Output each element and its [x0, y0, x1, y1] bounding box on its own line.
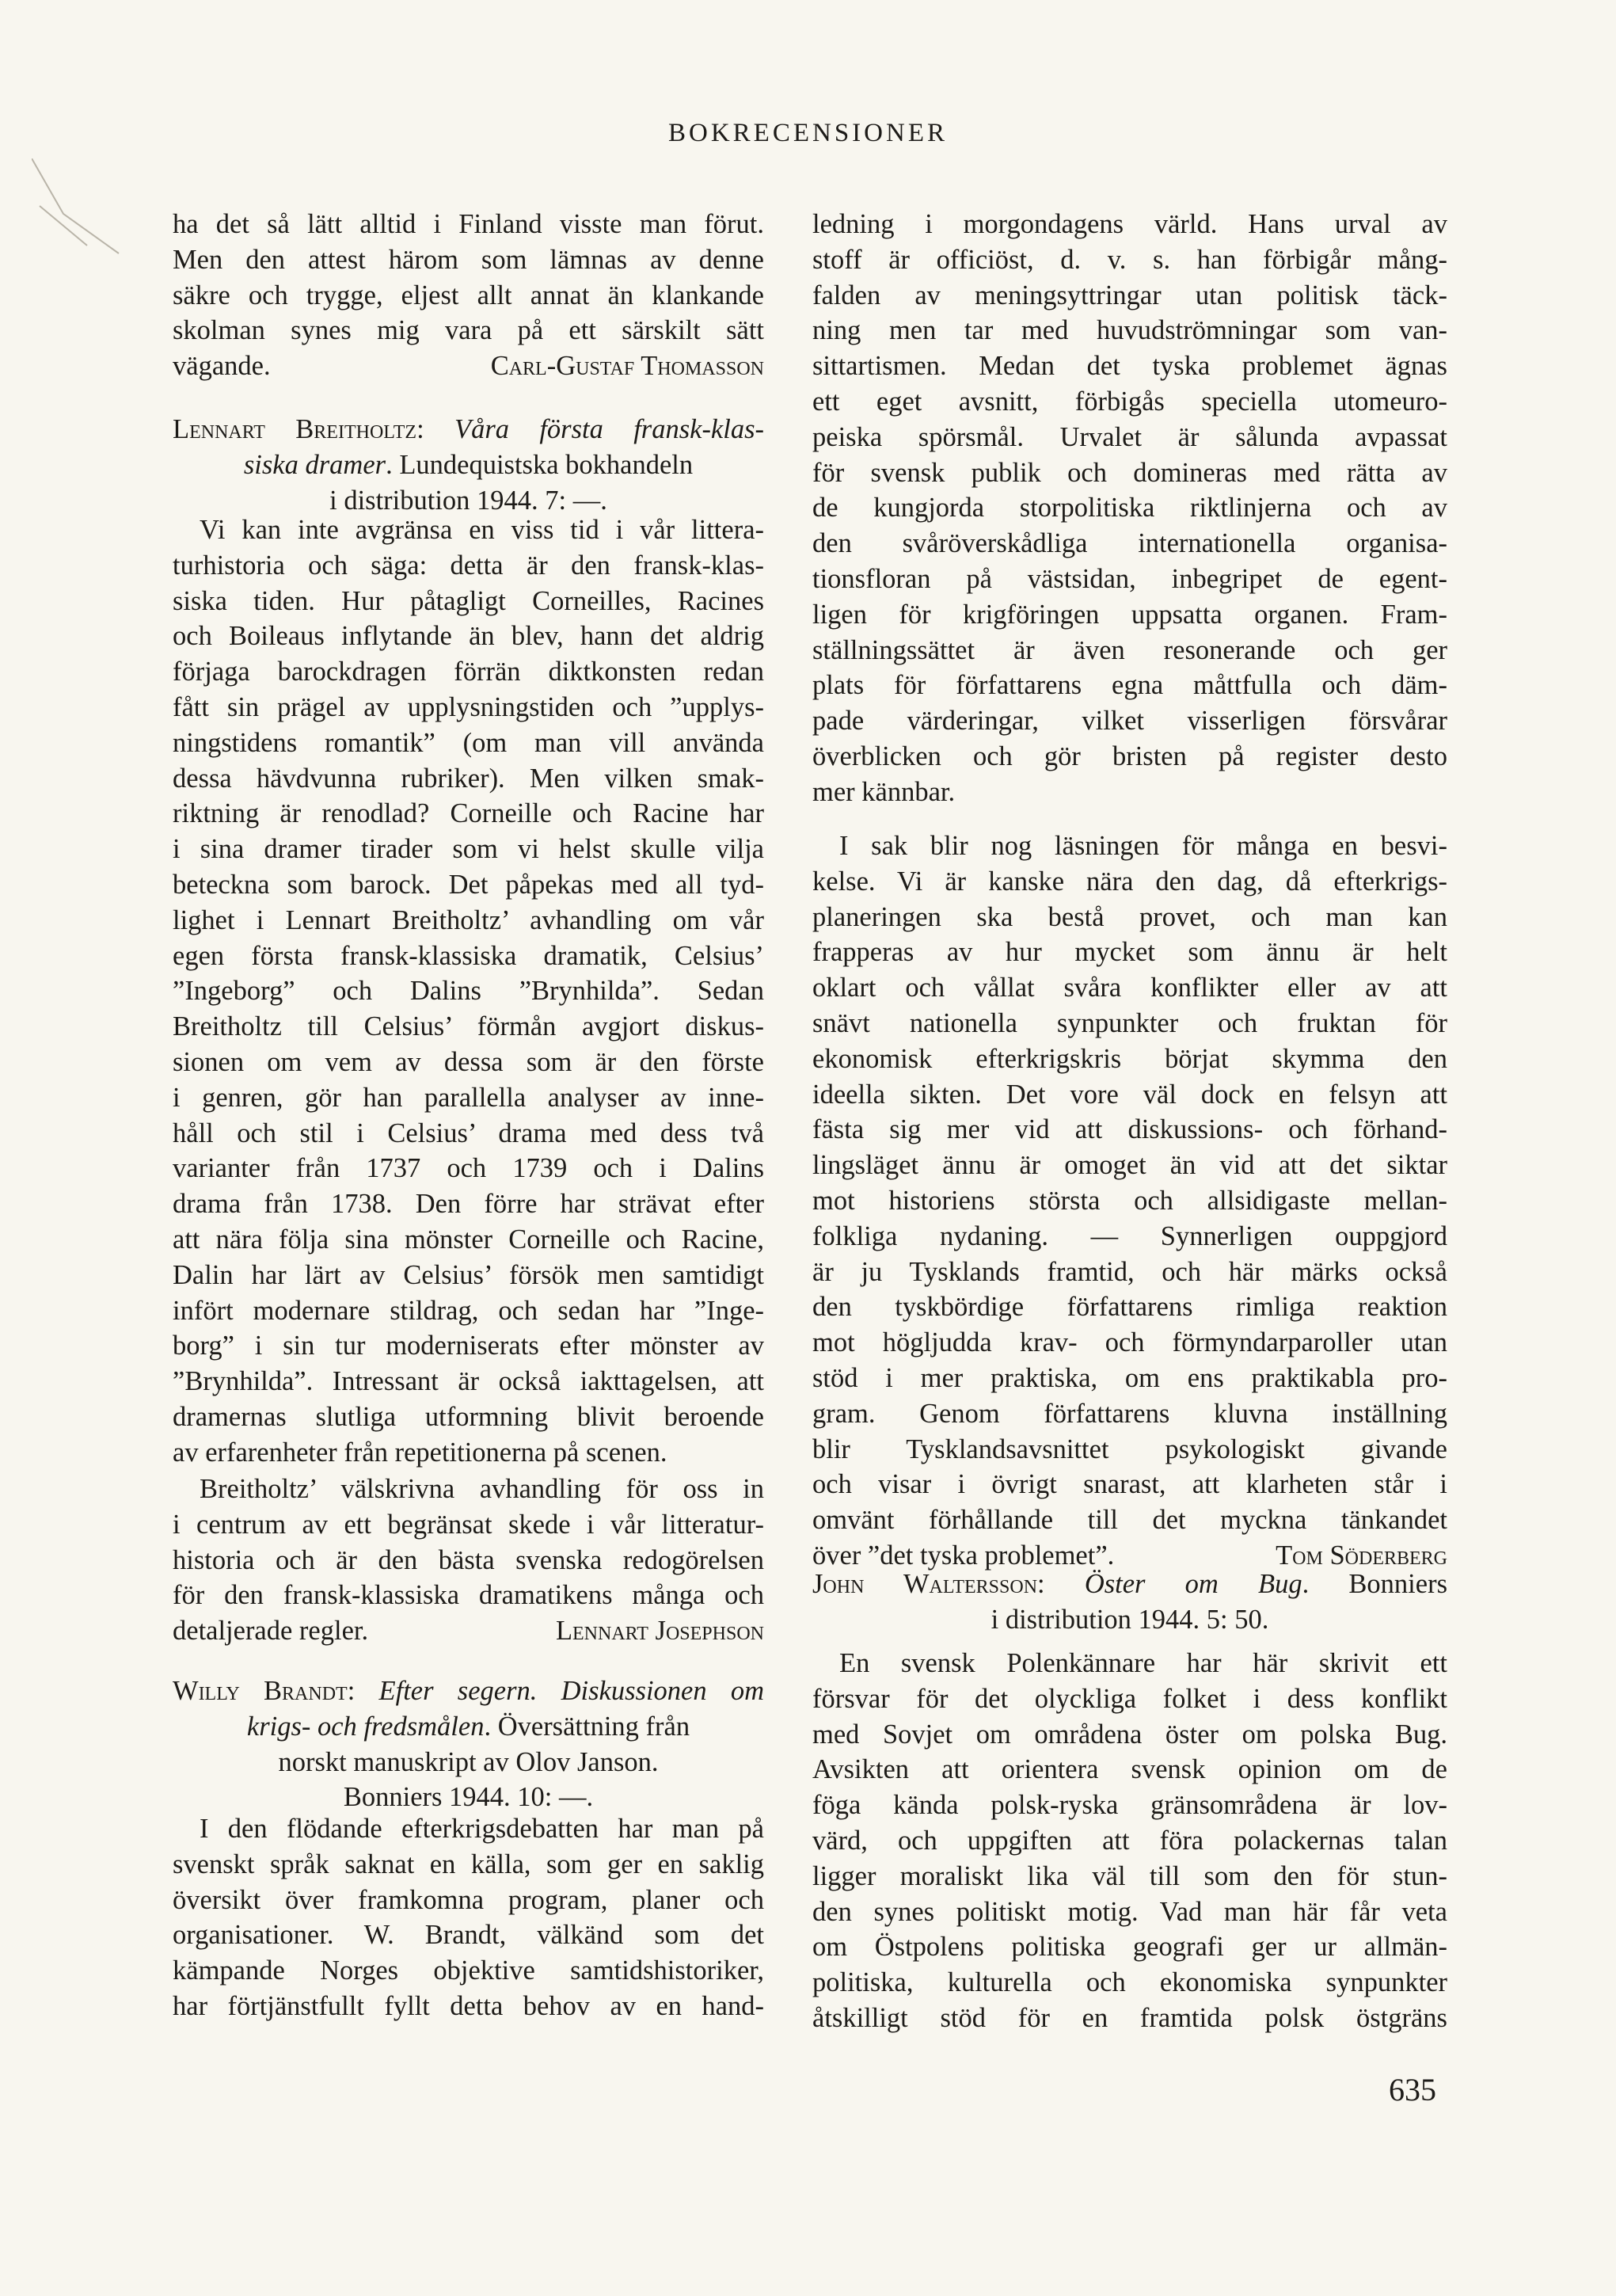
- text-line: ligger moraliskt lika väl till som den för stun-: [812, 1860, 1447, 1891]
- book-title: Efter segern. Diskussionen om: [378, 1676, 764, 1706]
- review-body-brandt: [173, 1811, 764, 2024]
- text-line: överblicken och gör bristen på register desto: [812, 741, 1447, 771]
- text-line: beteckna som barock. Det påpekas med all tyd-: [173, 869, 764, 900]
- text-line: planeringen ska bestå provet, och man kan: [812, 901, 1447, 932]
- author-name: Willy Brandt:: [173, 1676, 379, 1706]
- heading-line: [173, 1745, 764, 1780]
- heading-line: [173, 1673, 764, 1709]
- reviewer-signature: Carl-Gustaf Thomasson: [490, 351, 764, 382]
- text-line: Dalin har lärt av Celsius’ försök men samtidigt: [173, 1259, 764, 1290]
- heading-line: [173, 412, 764, 447]
- text-line: av erfarenheter från repetitionerna på scenen.: [173, 1437, 667, 1468]
- text-line: försvar för det olyckliga folket i dess konflikt: [812, 1683, 1447, 1714]
- text-line: i centrum av ett begränsat skede i vår litteratur-: [173, 1509, 764, 1540]
- publication-info: Bonniers 1944. 10: —.: [343, 1782, 594, 1813]
- text-line: den tyskbördige författarens rimliga reaktion: [812, 1292, 1447, 1323]
- review-heading-breitholtz: [173, 412, 764, 518]
- text-line: snävt nationella synpunkter och fruktan för: [812, 1007, 1447, 1038]
- publication-info: norskt manuskript av Olov Janson.: [278, 1746, 659, 1777]
- author-name: John Waltersson:: [812, 1569, 1085, 1599]
- text-line: borg” i sin tur moderniserats efter mönster av: [173, 1331, 764, 1361]
- book-title: krigs- och fredsmålen: [246, 1711, 485, 1742]
- text-line: [173, 1613, 764, 1649]
- text-line: omvänt förhållande till det myckna tänkandet: [812, 1505, 1447, 1536]
- text-fragment: vägande.: [173, 351, 271, 382]
- text-line: egen första fransk-klassiska dramatik, Celsius’: [173, 940, 764, 971]
- text-line: Breitholtz’ välskrivna avhandling för oss in: [200, 1474, 764, 1504]
- text-fragment: över ”det tyska problemet”.: [812, 1540, 1115, 1571]
- text-line: I sak blir nog läsningen för många en besvi-: [839, 831, 1447, 861]
- publication-info: i distribution 1944. 7: —.: [329, 485, 607, 516]
- text-line: är ju Tysklands framtid, och här märks också: [812, 1256, 1447, 1287]
- text-line: lingsläget ännu är omoget än vid att det siktar: [812, 1150, 1447, 1181]
- text-line: den synes politiskt motig. Vad man här får veta: [812, 1896, 1447, 1927]
- text-line: peiska spörsmål. Urvalet är sålunda avpassat: [812, 421, 1447, 452]
- book-title: siska dramer: [243, 449, 386, 480]
- text-line: I den flödande efterkrigsdebatten har man på: [200, 1814, 764, 1844]
- text-line: förjaga barockdragen förrän diktkonsten redan: [173, 657, 764, 687]
- book-title: Öster om Bug: [1084, 1569, 1302, 1599]
- text-line: Avsikten att orientera svensk opinion om de: [812, 1754, 1447, 1785]
- text-line: Vi kan inte avgränsa en viss tid i vår littera-: [200, 515, 764, 545]
- text-line: och Boileaus inflytande än blev, hann det aldrig: [173, 621, 764, 652]
- text-line: tionsfloran på västsidan, inbegripet de egent-: [812, 563, 1447, 594]
- running-head: BOKRECENSIONER: [667, 119, 949, 147]
- reviewer-signature: Lennart Josephson: [555, 1616, 764, 1647]
- text-line: svenskt språk saknat en källa, som ger en saklig: [173, 1849, 764, 1879]
- text-line: politiska, kulturella och ekonomiska synpunkter: [812, 1967, 1447, 1998]
- review-body-breitholtz: [173, 512, 764, 1471]
- text-line: stöd i mer praktiska, om ens praktikabla pro-: [812, 1362, 1447, 1393]
- heading-line: [173, 1780, 764, 1815]
- text-line: siska tiden. Hur påtagligt Corneilles, Racines: [173, 585, 764, 616]
- text-line: dessa hävdvunna rubriker). Men vilken smak-: [173, 763, 764, 794]
- review-heading-waltersson: [812, 1567, 1447, 1638]
- text-line: om Östpolens politiska geografi ger ur allmän-: [812, 1932, 1447, 1963]
- text-line: åtskilligt stöd för en framtida polsk östgräns: [812, 2002, 1447, 2033]
- text-line: översikt över framkomna program, planer och: [173, 1884, 764, 1915]
- text-line: ha det så lätt alltid i Finland visste man förut.: [173, 209, 764, 239]
- text-line: riktning är renodlad? Corneille och Racine har: [173, 798, 764, 829]
- text-line: att nära följa sina mönster Corneille och Racine,: [173, 1224, 764, 1255]
- text-line: ”Ingeborg” och Dalins ”Brynhilda”. Sedan: [173, 976, 764, 1007]
- review-body-brandt-cont: [812, 207, 1447, 810]
- text-line: fästa sig mer vid att diskussions- och förhand-: [812, 1114, 1447, 1145]
- review-body-breitholtz-2: [173, 1472, 764, 1649]
- review-body-waltersson: [812, 1646, 1447, 2036]
- text-line: Men den attest härom som lämnas av denne: [173, 244, 764, 275]
- text-line: oklart och vållat svåra konflikter eller av att: [812, 973, 1447, 1003]
- text-line: frapperas av hur mycket som ännu är helt: [812, 937, 1447, 968]
- text-line: och visar i övrigt snarast, att klarheten står i: [812, 1469, 1447, 1500]
- text-line: sionen om vem av dessa som är den förste: [173, 1046, 764, 1077]
- heading-line: [812, 1602, 1447, 1638]
- page-number: 635: [1389, 2072, 1436, 2108]
- publication-info: . Översättning från: [484, 1711, 690, 1742]
- text-line: för svensk publik och domineras med rätta av: [812, 457, 1447, 488]
- text-line: ningstidens romantik” (om man vill använda: [173, 727, 764, 758]
- text-line: håll och stil i Celsius’ drama med dess två: [173, 1118, 764, 1148]
- text-line: i sina dramer tirader som vi helst skulle vilja: [173, 834, 764, 865]
- heading-line: [173, 1709, 764, 1745]
- author-name: Lennart Breitholtz:: [173, 414, 454, 444]
- text-line: skolman synes mig vara på ett särskilt sätt: [173, 315, 764, 346]
- text-line: varianter från 1737 och 1739 och i Dalins: [173, 1153, 764, 1184]
- text-line: Breitholtz till Celsius’ förmån avgjort diskus-: [173, 1011, 764, 1042]
- heading-line: [173, 447, 764, 483]
- text-line: ligen för krigföringen uppsatta organen. Fram-: [812, 599, 1447, 630]
- text-line: sittartismen. Medan det tyska problemet ägnas: [812, 351, 1447, 382]
- text-line: ställningssättet är även resonerande och ger: [812, 634, 1447, 665]
- text-line: ning men tar med huvudströmningar som van-: [812, 315, 1447, 346]
- text-line: fått sin prägel av upplysningstiden och ”upplys-: [173, 691, 764, 722]
- publication-info: . Lundequistska bokhandeln: [386, 449, 694, 480]
- text-line: värd, och uppgiften att föra polackernas talan: [812, 1825, 1447, 1856]
- text-line: pade värderingar, vilket visserligen försvårar: [812, 706, 1447, 737]
- text-line: med Sovjet om områdena öster om polska Bug.: [812, 1719, 1447, 1750]
- text-line: turhistoria och säga: detta är den fransk-klas-: [173, 550, 764, 581]
- text-line: plats för författarens egna måttfulla och däm-: [812, 670, 1447, 701]
- review-body-brandt-2: [812, 828, 1447, 1574]
- text-line: kämpande Norges objektive samtidshistoriker,: [173, 1955, 764, 1986]
- paper-crease-mark: [32, 158, 127, 277]
- text-line: infört modernare stildrag, och sedan har ”Inge-: [173, 1295, 764, 1326]
- text-line: dramernas slutliga utformning blivit beroende: [173, 1401, 764, 1432]
- text-line: gram. Genom författarens kluvna inställning: [812, 1398, 1447, 1429]
- text-line: ledning i morgondagens värld. Hans urval av: [812, 209, 1447, 239]
- text-line: ideella sikten. Det vore väl dock en felsyn att: [812, 1079, 1447, 1110]
- text-line: de kungjorda storpolitiska riktlinjerna och av: [812, 493, 1447, 524]
- text-line: blir Tysklandsavsnittet psykologiskt givande: [812, 1434, 1447, 1464]
- text-line: drama från 1738. Den förre har strävat efter: [173, 1189, 764, 1220]
- text-line: stoff är officiöst, d. v. s. han förbigår mång-: [812, 244, 1447, 275]
- text-line: ekonomisk efterkrigskris börjat skymma den: [812, 1043, 1447, 1074]
- text-line: säkre och trygge, eljest allt annat än klankande: [173, 280, 764, 310]
- text-line: i genren, gör han parallella analyser av inne-: [173, 1082, 764, 1113]
- text-line: ett eget avsnitt, förbigås speciella utomeuro-: [812, 386, 1447, 417]
- review-ending-thomasson: [173, 207, 764, 384]
- text-line: historia och är den bästa svenska redogörelsen: [173, 1544, 764, 1575]
- text-fragment: detaljerade regler.: [173, 1616, 369, 1647]
- text-line: En svensk Polenkännare har här skrivit ett: [839, 1648, 1447, 1678]
- reviewer-signature: Tom Söderberg: [1276, 1540, 1447, 1571]
- book-title: Våra första fransk-klas-: [454, 414, 764, 444]
- text-line: lighet i Lennart Breitholtz’ avhandling om vår: [173, 904, 764, 935]
- text-line: mer kännbar.: [812, 776, 956, 807]
- text-line: kelse. Vi är kanske nära den dag, då efterkrigs-: [812, 866, 1447, 897]
- publication-info: i distribution 1944. 5: 50.: [991, 1604, 1269, 1635]
- review-heading-brandt: [173, 1673, 764, 1815]
- text-line: för den fransk-klassiska dramatikens många och: [173, 1580, 764, 1611]
- publication-info: . Bonniers: [1302, 1569, 1447, 1599]
- text-line: föga kända polsk-ryska gränsområdena är lov-: [812, 1790, 1447, 1821]
- text-line: mot historiens största och allsidigaste mellan-: [812, 1185, 1447, 1216]
- text-line: ”Brynhilda”. Intressant är också iakttagelsen, att: [173, 1366, 764, 1397]
- text-line: har förtjänstfullt fyllt detta behov av en hand-: [173, 1990, 764, 2021]
- text-line: folkliga nydaning. — Synnerligen ouppgjord: [812, 1220, 1447, 1251]
- text-line: organisationer. W. Brandt, välkänd som det: [173, 1920, 764, 1951]
- text-line: [173, 348, 764, 384]
- text-line: mot högljudda krav- och förmyndarparoller utan: [812, 1327, 1447, 1358]
- text-line: falden av meningsyttringar utan politisk täck-: [812, 280, 1447, 310]
- text-line: den svåröverskådliga internationella organisa-: [812, 528, 1447, 559]
- heading-line: [812, 1567, 1447, 1602]
